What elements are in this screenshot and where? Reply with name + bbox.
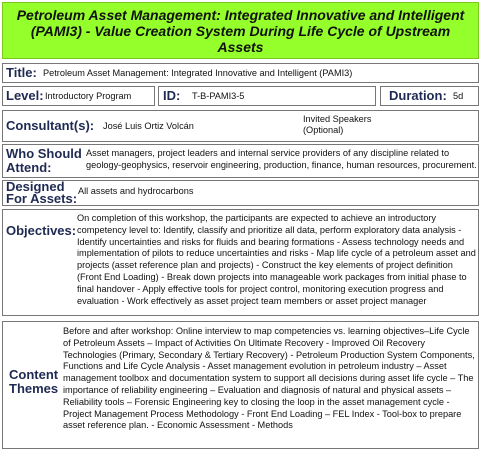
objectives-label: Objectives: (6, 223, 77, 238)
content-value: Before and after workshop: Online interview to map competencies vs. learning objectives–Life Cycle of Petroleum Assets – Impact of Activities On Ultimate Recovery - Improved Oil Recovery Technologies (Primary, Secondary & Tertiary Recovery) - Petroleum Production System Components, Functions and Life Cycle Analysis - Asset management evolution in petroleum industry – Asset management toolbox and documentation system to support all decisions during asset life cycle – The importance of reliability engineering – Evaluation and diagnosis of natural and physical assets – Reliability tools – Forensic Engineering key to closing the loop in the asset management cycle - Project Management Process Methodology - Front End Loading – FEL Index - Tool-box to prepare asset reference plan. - Economic Assessment - Methods (63, 326, 475, 431)
attend-value: Asset managers, project leaders and internal service providers of any discipline related to geology-geophysics, reservoir engineering, production, finance, human resources, procurement. (86, 148, 477, 170)
assets-row (2, 180, 479, 206)
consultant-label: Consultant(s): (6, 118, 95, 133)
title-label: Title: (6, 65, 37, 80)
id-label: ID: (163, 88, 181, 103)
invited-speakers-optional: (Optional) (303, 125, 344, 135)
consultant-row (2, 110, 479, 142)
course-header (2, 2, 479, 59)
content-row (2, 321, 479, 449)
level-row (2, 86, 155, 106)
duration-row (380, 86, 479, 106)
content-label-line1: Content (9, 367, 59, 382)
title-value: Petroleum Asset Management: Integrated Innovative and Intelligent (PAMI3) (43, 68, 353, 78)
assets-value: All assets and hydrocarbons (78, 186, 194, 196)
id-value: T-B-PAMI3-5 (192, 91, 245, 101)
assets-label-line1: Designed (6, 179, 65, 194)
invited-speakers-label: Invited Speakers (303, 114, 372, 124)
objectives-row (2, 209, 479, 316)
id-row (158, 86, 376, 106)
attend-label-line2: Attend: (6, 160, 52, 175)
attend-row (2, 144, 479, 178)
title-row (2, 63, 479, 83)
objectives-value: On completion of this workshop, the participants are expected to achieve an introductory competency level to: Identify, classify and prioritize all data, perform exploratory data analysis - Identify uncertainties and risks for fluids and bearing formations - Assess technology needs and implementation of pilots to reduce uncertainties and risks - Map life cycle of a petroleum asset and projects (asset reference plan and projects) - Construct the key elements of project definition (Front End Loading) - Break down projects into manageable work packages from initial phase to final handover - Apply effective tools for project control, monitoring execution progress and evaluation - Work effectively as asset project team members or asset project manager (77, 213, 476, 306)
content-label-line2: Themes (9, 381, 59, 396)
level-label: Level: (6, 88, 44, 103)
attend-label-line1: Who Should (6, 146, 82, 161)
consultant-value: José Luis Ortiz Volcán (103, 121, 194, 131)
assets-label-line2: For Assets: (6, 191, 78, 206)
level-value: Introductory Program (45, 91, 132, 101)
duration-label: Duration: (389, 88, 447, 103)
duration-value: 5d (453, 91, 464, 101)
course-title: Petroleum Asset Management: Integrated Innovative and Intelligent (PAMI3) - Value Creation System During Life Cycle of Upstream Assets (16, 6, 465, 55)
